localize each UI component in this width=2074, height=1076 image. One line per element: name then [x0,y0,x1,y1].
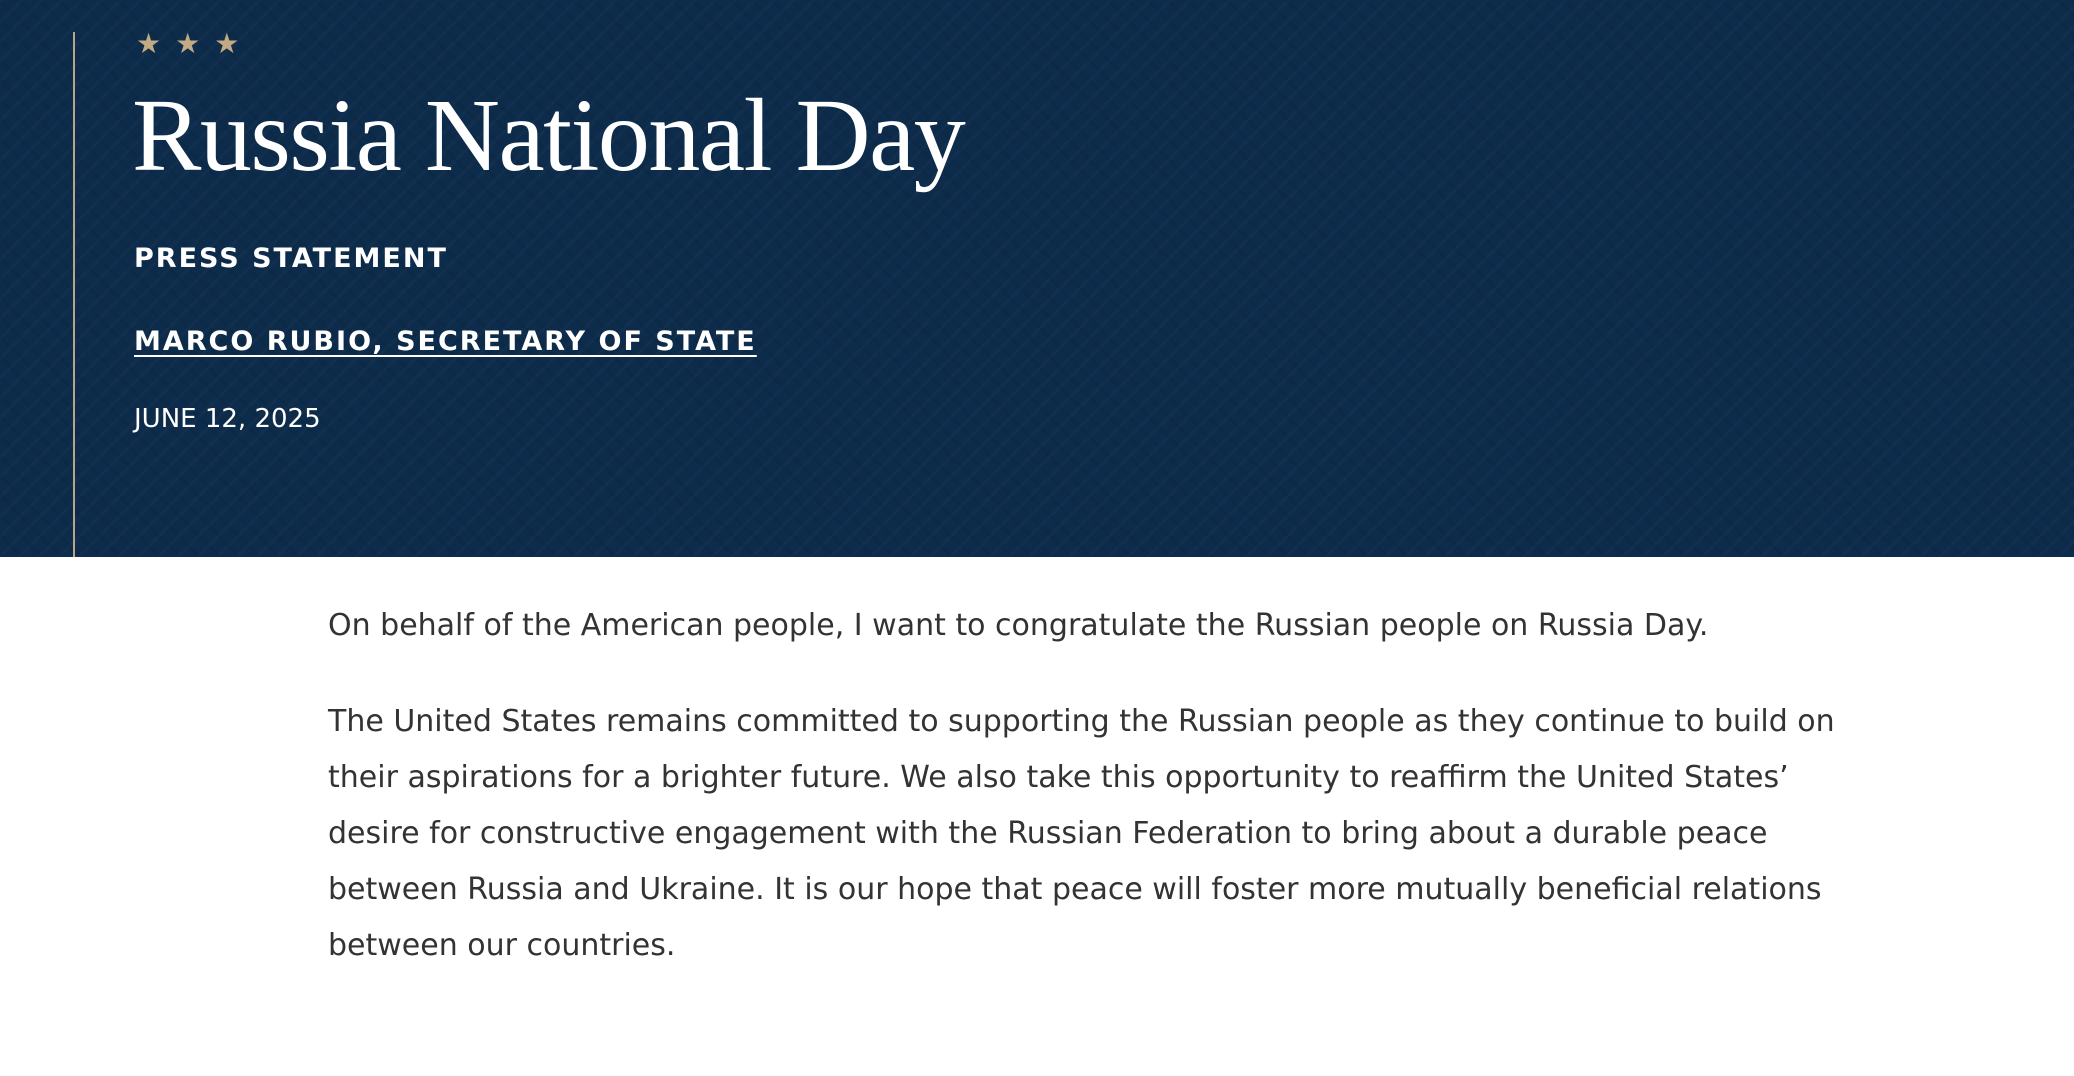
statement-paragraph: On behalf of the American people, I want to congratulate the Russian people on Russia Day. [328,608,1709,643]
statement-body [328,598,1848,974]
star-icon: ★ [175,27,201,60]
star-row [136,27,240,60]
page-title: Russia National Day [132,78,965,193]
star-icon: ★ [136,27,162,60]
star-icon: ★ [214,27,240,60]
statement-paragraph: The United States remains committed to supporting the Russian people as they continue to build on their aspirations for a brighter future. We also take this opportunity to reaffirm the United States’ desire for constructive engagement with the Russian Federation to bring about a durable peace between Russia and Ukraine. It is our hope that peace will foster more mutually beneficial relations between our countries. [328,704,1835,963]
hero-vertical-rule [73,32,75,557]
publication-date: JUNE 12, 2025 [134,404,321,434]
document-type-label: PRESS STATEMENT [134,243,448,274]
author-link[interactable]: MARCO RUBIO, SECRETARY OF STATE [134,326,757,357]
